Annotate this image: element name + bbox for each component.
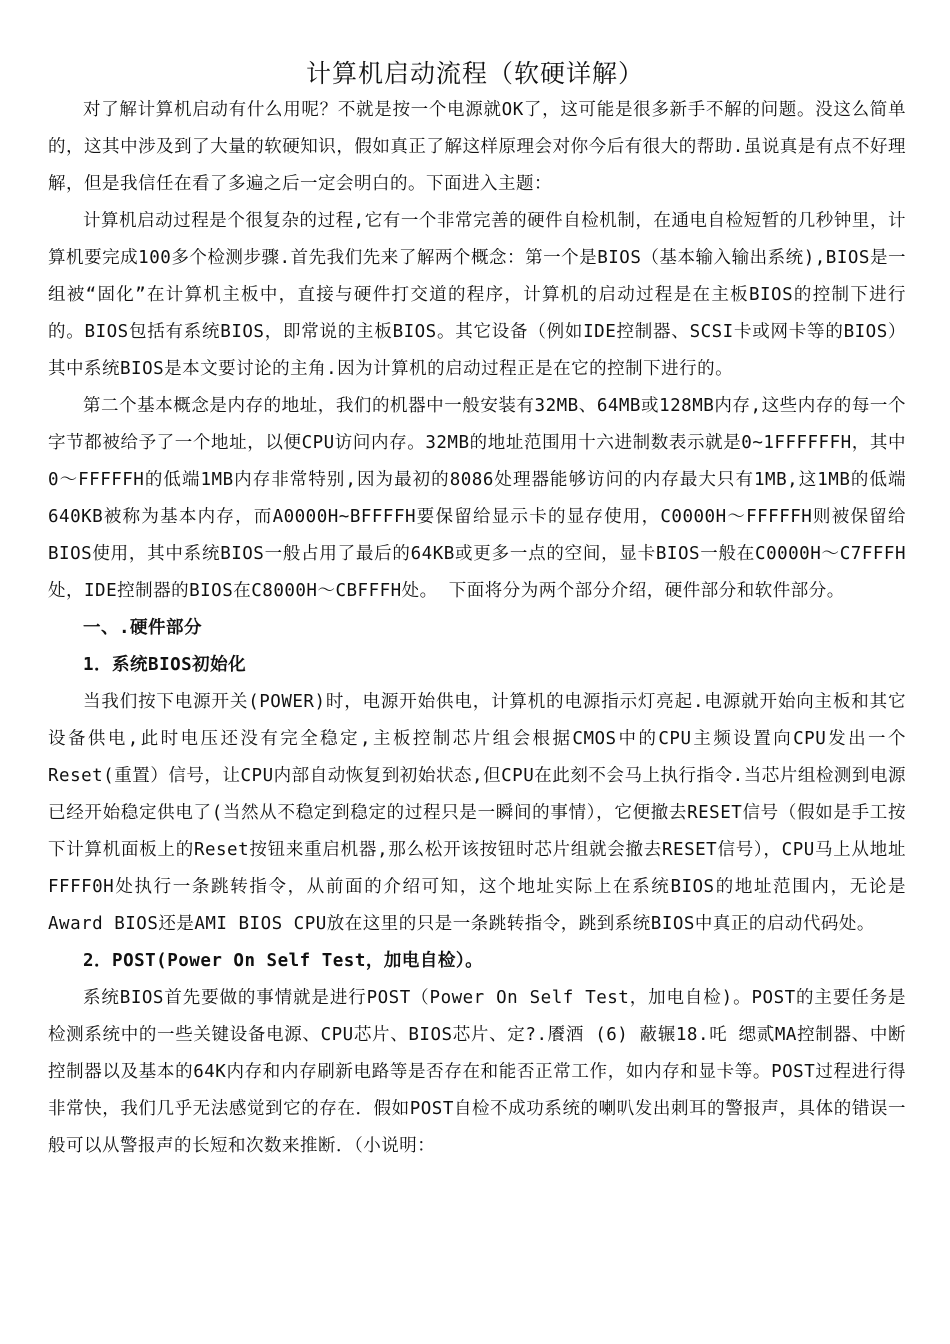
paragraph-power-on: 当我们按下电源开关(POWER)时，电源开始供电，计算机的电源指示灯亮起.电源就开始向主板和其它设备供电,此时电压还没有完全稳定,主板控制芯片组会根据CMOS中的CPU主频设置向CPU发出一个Reset(重置）信号，让CPU内部自动恢复到初始状态,但CPU在此刻不会马上执行指令.当芯片组检测到电源已经开始稳定供电了(当然从不稳定到稳定的过程只是一瞬间的事情），它便撤去RESET信号（假如是手工按下计算机面板上的Reset按钮来重启机器,那么松开该按钮时芯片组就会撤去RESET信号），CPU马上从地址FFFF0H处执行一条跳转指令，从前面的介绍可知，这个地址实际上在系统BIOS的地址范围内，无论是Award BIOS还是AMI BIOS CPU放在这里的只是一条跳转指令，跳到系统BIOS中真正的启动代码处。 bbox=[48, 692, 906, 934]
subsection-heading-bios-init: 1．系统BIOS初始化 bbox=[83, 655, 247, 675]
paragraph-post: 系统BIOS首先要做的事情就是进行POST（Power On Self Test，加电自检)。POST的主要任务是检测系统中的一些关键设备电源、CPU芯片、BIOS芯片、定?.餍酒 (6) 蔽辗18.吒 缌贰MA控制器、中断控制器以及基本的64K内存和内存刷新电路等是否存在和能否正常工作，如内存和显卡等。POST过程进行得非常快，我们几乎无法感觉到它的存在．假如POST自检不成功系统的喇叭发出刺耳的警报声，具体的错误一般可以从警报声的长短和次数来推断．（小说明： bbox=[48, 988, 906, 1156]
paragraph-intro: 对了解计算机启动有什么用呢？不就是按一个电源就OK了，这可能是很多新手不解的问题。没这么简单的，这其中涉及到了大量的软硬知识，假如真正了解这样原理会对你今后有很大的帮助.虽说真是有点不好理解，但是我信任在看了多遍之后一定会明白的。下面进入主题： bbox=[48, 100, 906, 194]
subsection-heading-post: 2．POST(Power On Self Test，加电自检）。 bbox=[83, 951, 484, 971]
document-title: 计算机启动流程（软硬详解） bbox=[305, 59, 644, 88]
paragraph-bios-concept: 计算机启动过程是个很复杂的过程,它有一个非常完善的硬件自检机制，在通电自检短暂的几秒钟里，计算机要完成100多个检测步骤.首先我们先来了解两个概念：第一个是BIOS（基本输入输出系统),BIOS是一组被“固化”在计算机主板中，直接与硬件打交道的程序，计算机的启动过程是在主板BIOS的控制下进行的。BIOS包括有系统BIOS，即常说的主板BIOS。其它设备（例如IDE控制器、SCSI卡或网卡等的BIOS）其中系统BIOS是本文要讨论的主角.因为计算机的启动过程正是在它的控制下进行的。 bbox=[48, 211, 906, 379]
paragraph-memory-address: 第二个基本概念是内存的地址，我们的机器中一般安装有32MB、64MB或128MB内存,这些内存的每一个字节都被给予了一个地址，以便CPU访问内存。32MB的地址范围用十六进制数表示就是0~1FFFFFFH，其中0～FFFFFH的低端1MB内存非常特别,因为最初的8086处理器能够访问的内存最大只有1MB,这1MB的低端640KB被称为基本内存，而A0000H~BFFFFH要保留给显示卡的显存使用，C0000H～FFFFFH则被保留给BIOS使用，其中系统BIOS一般占用了最后的64KB或更多一点的空间，显卡BIOS一般在C0000H～C7FFFH处，IDE控制器的BIOS在C8000H～CBFFFH处。 下面将分为两个部分介绍，硬件部分和软件部分。 bbox=[48, 396, 906, 601]
section-heading-hardware: 一、.硬件部分 bbox=[83, 618, 203, 638]
document-body bbox=[48, 92, 906, 1165]
